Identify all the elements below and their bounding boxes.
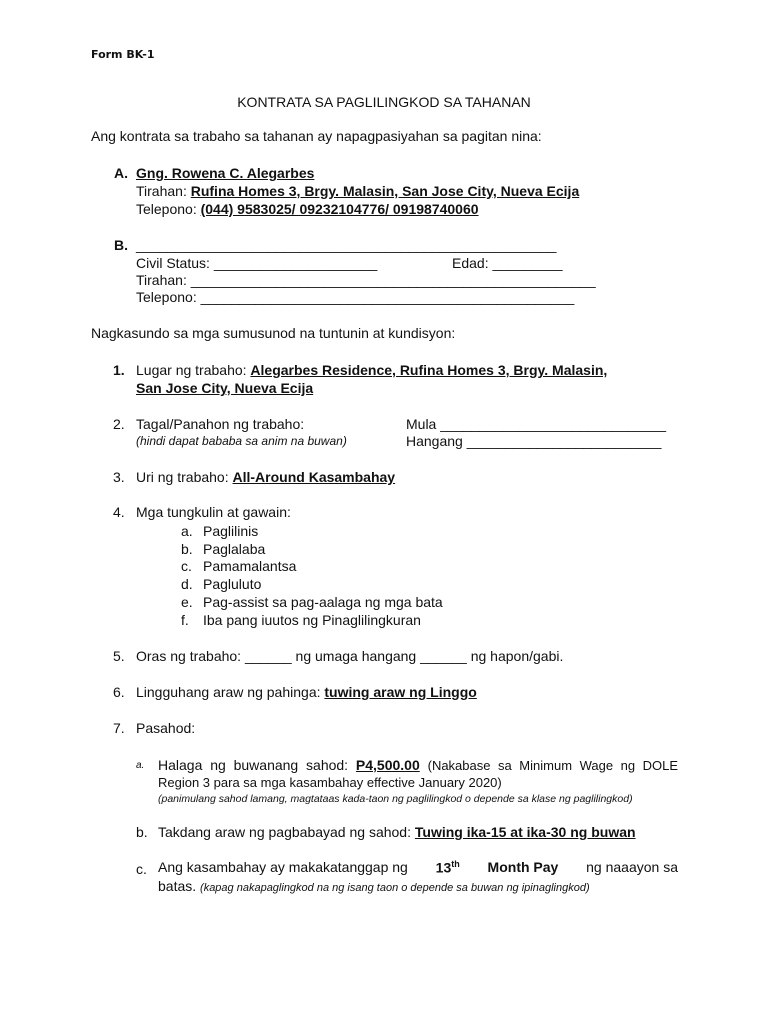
duty-letter: a. (181, 523, 193, 539)
party-b-address-label: Tirahan: (136, 272, 187, 288)
duty-text: Pamamalantsa (203, 558, 297, 574)
duty-letter: d. (181, 576, 193, 592)
age-label: Edad: (452, 255, 489, 271)
duty-letter: f. (181, 612, 189, 628)
duty-text: Pag-assist sa pag-aalaga ng mga bata (203, 594, 443, 610)
duty-letter: e. (181, 594, 193, 610)
duty-text: Paglilinis (203, 523, 259, 539)
item-1-label: Lugar ng trabaho: (136, 362, 247, 378)
item-5-number: 5. (113, 648, 125, 664)
party-a-name: Gng. Rowena C. Alegarbes (136, 165, 315, 181)
terms-intro: Nagkasundo sa mga sumusunod na tuntunin at kundisyon: (91, 325, 456, 341)
item-7-number: 7. (113, 720, 125, 736)
party-b-phone-row (136, 289, 574, 305)
duty-text: Iba pang iuutos ng Pinaglilingkuran (203, 612, 421, 628)
item-2-label: Tagal/Panahon ng trabaho: (136, 416, 305, 432)
salary-label: Halaga ng buwanang sahod: (158, 757, 349, 773)
item-6-label: Lingguhang araw ng pahinga: (136, 684, 321, 700)
month-pay-sup: th (451, 859, 460, 869)
party-a-address-row (136, 183, 579, 199)
party-b-marker: B. (114, 237, 128, 253)
month-pay-note: (kapag nakapaglingkod na ng isang taon o depende sa buwan ng ipinaglingkod) (200, 882, 590, 894)
month-pay-text1: Ang kasambahay ay makakatanggap ng (158, 859, 408, 875)
item-7a-paragraph (158, 757, 678, 791)
duty-text: Paglalaba (203, 541, 266, 557)
document-title: KONTRATA SA PAGLILINGKOD SA TAHANAN (237, 94, 531, 110)
item-3-label: Uri ng trabaho: (136, 469, 229, 485)
intro-text: Ang kontrata sa trabaho sa tahanan ay napagpasiyahan sa pagitan nina: (91, 128, 542, 144)
item-4-number: 4. (113, 504, 125, 520)
item-7b-row (158, 824, 636, 840)
month-pay-line2: batas. (158, 878, 197, 894)
item-2-from-row (406, 416, 666, 432)
month-pay-number (436, 859, 460, 876)
item-3-value: All-Around Kasambahay (232, 469, 396, 485)
item-1-value-line1: Alegarbes Residence, Rufina Homes 3, Brgy. Malasin, (250, 362, 608, 378)
party-a-phone-row (136, 201, 479, 217)
pay-day-label: Takdang araw ng pagbabayad ng sahod: (158, 824, 411, 840)
item-2-to-row (406, 433, 661, 449)
from-blank[interactable]: _____________________________ (440, 416, 667, 432)
from-label: Mula (406, 416, 437, 432)
party-b-address-blank[interactable]: ____________________________________________________ (190, 272, 596, 288)
item-7c-letter: c. (136, 861, 147, 877)
civil-status-label: Civil Status: (136, 255, 210, 271)
item-6-number: 6. (113, 684, 125, 700)
salary-basis: (Nakabase sa Minimum Wage ng DOLE Region 3 para sa mga kasambahay effective January 2020) (158, 758, 679, 790)
item-1-row (136, 362, 607, 378)
party-b-age-row (452, 255, 563, 271)
duty-text: Pagluluto (203, 576, 262, 592)
party-b-address-row (136, 272, 596, 288)
party-a-phone: (044) 9583025/ 09232104776/ 09198740060 (200, 201, 479, 217)
item-1-number: 1. (113, 362, 125, 378)
item-7b-letter: b. (136, 824, 148, 840)
item-1-value-line2: San Jose City, Nueva Ecija (136, 380, 314, 396)
item-2-note: (hindi dapat bababa sa anim na buwan) (136, 434, 347, 448)
item-7a-letter: a. (136, 760, 145, 771)
item-2-number: 2. (113, 416, 125, 432)
party-b-civil-status-row (136, 255, 377, 271)
party-a-address-label: Tirahan: (136, 183, 187, 199)
item-6-row (136, 684, 477, 700)
month-pay-13: 13 (435, 859, 452, 876)
salary-amount: P4,500.00 (355, 757, 420, 773)
item-3-row (136, 469, 395, 485)
item-7-label: Pasahod: (136, 720, 196, 736)
item-6-value: tuwing araw ng Linggo (324, 684, 477, 700)
duty-letter: b. (181, 541, 193, 557)
month-pay-text2: ng naaayon sa (586, 859, 678, 875)
party-b-phone-blank[interactable]: ________________________________________________ (200, 289, 575, 305)
party-b-name-blank[interactable]: ______________________________________________________ (136, 237, 557, 253)
to-label: Hangang (406, 433, 463, 449)
salary-note: (panimulang sahod lamang, magtataas kada-taon ng paglilingkod o depende sa klase ng paglilingkod) (158, 793, 633, 805)
item-7c-line1 (158, 859, 678, 876)
to-blank[interactable]: _________________________ (466, 433, 662, 449)
month-pay-bold: Month Pay (487, 859, 559, 875)
age-blank[interactable]: _________ (492, 255, 563, 271)
form-id: Form BK-1 (91, 48, 155, 61)
civil-status-blank[interactable]: _____________________ (213, 255, 378, 271)
item-3-number: 3. (113, 469, 125, 485)
party-a-phone-label: Telepono: (136, 201, 197, 217)
item-4-label: Mga tungkulin at gawain: (136, 504, 291, 520)
item-7c-line2 (158, 878, 590, 894)
party-a-address: Rufina Homes 3, Brgy. Malasin, San Jose City, Nueva Ecija (190, 183, 580, 199)
duty-letter: c. (181, 558, 192, 574)
pay-day-value: Tuwing ika-15 at ika-30 ng buwan (414, 824, 636, 840)
party-a-marker: A. (114, 165, 128, 181)
item-5-text: Oras ng trabaho: ______ ng umaga hangang ______ ng hapon/gabi. (136, 648, 564, 664)
party-b-phone-label: Telepono: (136, 289, 197, 305)
